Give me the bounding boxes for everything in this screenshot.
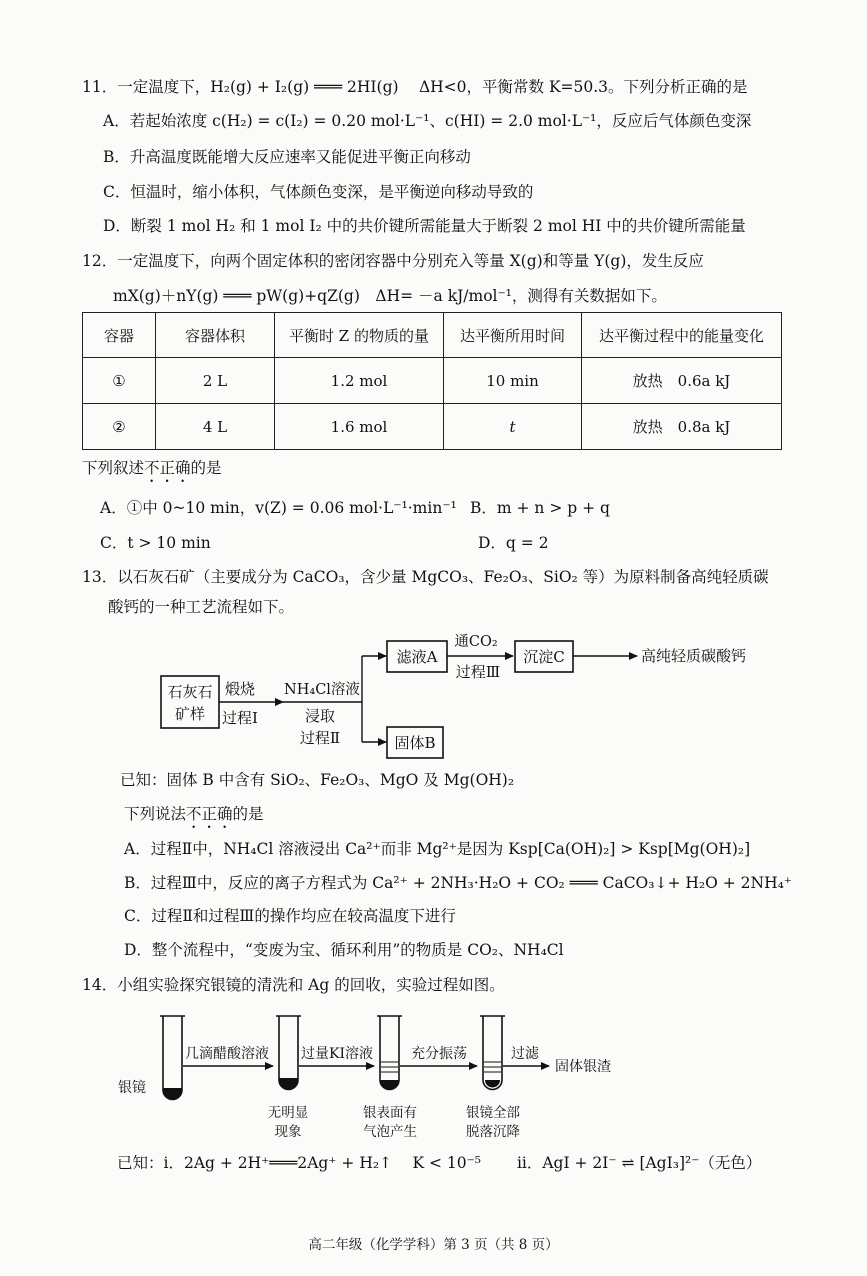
prompt-text: 下列叙述 [82, 459, 145, 477]
q14-stem: 14．小组实验探究银镜的清洗和 Ag 的回收，实验过程如图。 [82, 976, 505, 994]
step1-reagent-label: 几滴醋酸溶液 [185, 1046, 269, 1062]
table-header-cell: 平衡时 Z 的物质的量 [275, 313, 444, 358]
q14-experiment-diagram [118, 1016, 611, 1140]
solid-b-label: 固体B [394, 734, 436, 752]
table-header-cell: 容器体积 [156, 313, 275, 358]
q13-option-a: A．过程Ⅱ中，NH₄Cl 溶液浸出 Ca²⁺而非 Mg²⁺是因为 Ksp[Ca(OH)₂] > Ksp[Mg(OH)₂] [124, 840, 751, 858]
step2-label: 浸取 [304, 707, 336, 725]
step1-label: 煅烧 [224, 680, 256, 698]
q11-option-a: A．若起始浓度 c(H₂) = c(I₂) = 0.20 mol·L⁻¹、c(HI) = 2.0 mol·L⁻¹，反应后气体颜色变深 [103, 112, 752, 130]
step4-action-label: 过滤 [511, 1046, 539, 1062]
prompt-emphasis: 不正确 [144, 459, 191, 477]
q13-stem-line1: 13．以石灰石矿（主要成分为 CaCO₃，含少量 MgCO₃、Fe₂O₃、SiO₂ 等）为原料制备高纯轻质碳 [82, 568, 769, 586]
q14-known: 已知：i．2Ag + 2H⁺═══2Ag⁺ + H₂↑ K < 10⁻⁵ ii．AgI + 2I⁻ ⇌ [AgI₃]²⁻（无色） [117, 1154, 762, 1172]
q11-option-c: C．恒温时，缩小体积，气体颜色变深，是平衡逆向移动导致的 [103, 183, 534, 201]
page-footer: 高二年级（化学学科）第 3 页（共 8 页） [308, 1237, 559, 1253]
table-header-cell: 容器 [83, 313, 156, 358]
q13-option-d: D．整个流程中，“变废为宝、循环利用”的物质是 CO₂、NH₄Cl [124, 941, 564, 959]
table-header-cell: 达平衡过程中的能量变化 [582, 313, 782, 358]
filtrate-a-label: 滤液A [396, 648, 438, 666]
tube3-fill [380, 1080, 399, 1090]
product-label: 高纯轻质碳酸钙 [641, 647, 747, 665]
table-cell: 2 L [156, 358, 275, 404]
step3-action-label: 充分振荡 [411, 1046, 467, 1062]
table-cell: 放热 0.8a kJ [582, 404, 782, 450]
table-cell: 1.2 mol [275, 358, 444, 404]
tube2-observation: 无明显 [267, 1105, 309, 1121]
table-cell: 4 L [156, 404, 275, 450]
q13-known: 已知：固体 B 中含有 SiO₂、Fe₂O₃、MgO 及 Mg(OH)₂ [120, 771, 515, 789]
prompt-text: 下列说法 [124, 805, 187, 823]
sediment-fill [485, 1080, 500, 1088]
q12-option-d: D．q = 2 [478, 534, 549, 552]
step2-reagent-label: 过量KI溶液 [301, 1046, 373, 1062]
q13-option-b: B．过程Ⅲ中，反应的离子方程式为 Ca²⁺ + 2NH₃·H₂O + CO₂ ═══ CaCO₃↓+ H₂O + 2NH₄⁺ [124, 874, 792, 892]
q12-option-b: B．m + n > p + q [470, 499, 610, 517]
prompt-emphasis: 不正确 [186, 805, 233, 823]
raw-material-label: 矿样 [174, 705, 206, 723]
table-cell: 1.6 mol [275, 404, 444, 450]
step3-label: 通CO₂ [454, 634, 498, 650]
step2-label: 过程Ⅱ [299, 729, 341, 747]
silver-mirror-label: 银镜 [118, 1080, 146, 1096]
q13-stem-line2: 酸钙的一种工艺流程如下。 [108, 598, 295, 616]
table-cell: ① [83, 358, 156, 404]
q12-option-a: A．①中 0~10 min，v(Z) = 0.06 mol·L⁻¹·min⁻¹ [100, 499, 457, 517]
q13-option-c: C．过程Ⅱ和过程Ⅲ的操作均应在较高温度下进行 [124, 907, 456, 925]
table-cell: t [444, 404, 582, 450]
step1-label: 过程Ⅰ [222, 709, 258, 727]
prompt-text: 的是 [190, 459, 222, 477]
tube3-observation: 气泡产生 [363, 1124, 417, 1140]
solid-residue-label: 固体银渣 [555, 1059, 611, 1075]
tube3-observation: 银表面有 [363, 1105, 417, 1121]
table-cell: 10 min [444, 358, 582, 404]
tube4-observation: 银镜全部 [466, 1105, 520, 1121]
q12-stem-line2: mX(g)＋nY(g) ═══ pW(g)+qZ(g) ΔH= －a kJ/mol⁻¹，测得有关数据如下。 [113, 287, 667, 305]
q11-option-b: B．升高温度既能增大反应速率又能促进平衡正向移动 [103, 148, 471, 166]
q13-prompt [124, 803, 264, 832]
q12-option-c: C．t > 10 min [100, 534, 211, 552]
q11-option-d: D．断裂 1 mol H₂ 和 1 mol I₂ 中的共价键所需能量大于断裂 2 mol HI 中的共价键所需能量 [103, 217, 746, 235]
test-tube-4 [480, 1016, 505, 1090]
precipitate-c-label: 沉淀C [523, 648, 565, 666]
q12-stem-line1: 12．一定温度下，向两个固定体积的密闭容器中分别充入等量 X(g)和等量 Y(g)，发生反应 [82, 252, 704, 270]
raw-material-label: 石灰石 [167, 683, 213, 701]
step3-label: 过程Ⅲ [455, 663, 501, 681]
tube2-observation: 现象 [274, 1124, 302, 1140]
test-tube-1 [160, 1016, 185, 1100]
table-header-cell: 达平衡所用时间 [444, 313, 582, 358]
test-tube-3 [377, 1016, 402, 1090]
table-cell: 放热 0.6a kJ [582, 358, 782, 404]
table-cell: ② [83, 404, 156, 450]
tube4-observation: 脱落沉降 [466, 1124, 520, 1140]
prompt-text: 的是 [232, 805, 264, 823]
q11-stem: 11．一定温度下，H₂(g) + I₂(g) ═══ 2HI(g) ΔH<0，平衡常数 K=50.3。下列分析正确的是 [82, 78, 748, 96]
reagent-label: NH₄Cl溶液 [284, 682, 360, 698]
